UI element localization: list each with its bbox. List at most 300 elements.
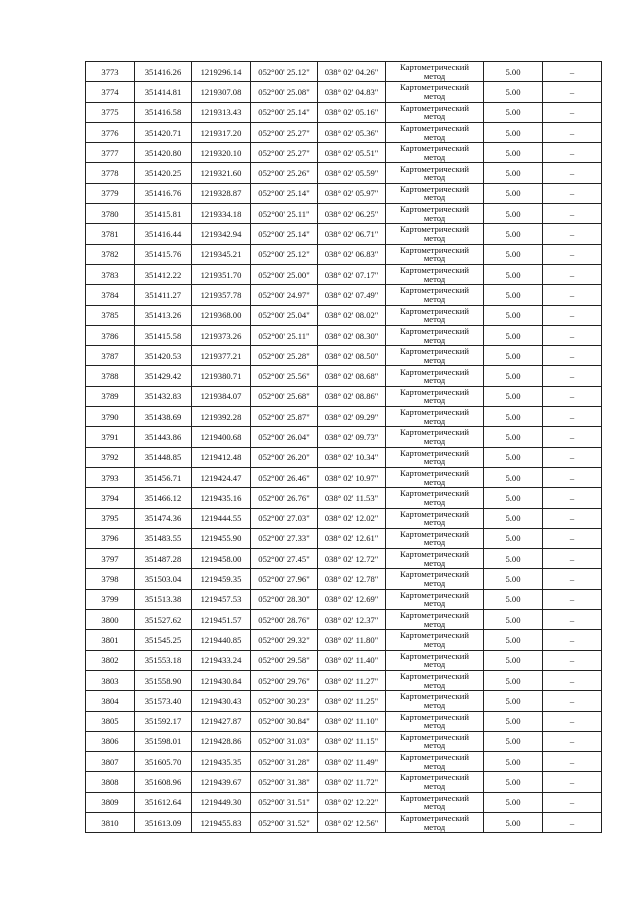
longitude-cell: 038° 02' 07.17" <box>318 264 386 284</box>
latitude-cell: 052°00' 31.28" <box>251 752 318 772</box>
latitude-cell: 052°00' 26.46" <box>251 467 318 487</box>
method-line-1: Картометрический <box>400 346 469 357</box>
point-number-cell: 3786 <box>86 325 135 345</box>
x-coordinate-cell: 351592.17 <box>135 711 192 731</box>
table-row <box>86 670 602 690</box>
method-line-1: Картометрический <box>400 813 469 824</box>
method-line-2: метод <box>423 415 446 426</box>
method-line-1: Картометрический <box>400 691 469 702</box>
point-number-cell: 3792 <box>86 447 135 467</box>
accuracy-cell: 5.00 <box>484 204 543 224</box>
method-line-1: Картометрический <box>400 427 469 438</box>
longitude-cell: 038° 02' 05.51" <box>318 143 386 163</box>
latitude-cell: 052°00' 25.08" <box>251 82 318 102</box>
method-line-1: Картометрический <box>400 772 469 783</box>
method-line-2: метод <box>423 334 446 345</box>
x-coordinate-cell: 351612.64 <box>135 792 192 812</box>
point-number-cell: 3808 <box>86 772 135 792</box>
accuracy-cell: 5.00 <box>484 447 543 467</box>
point-number-cell: 3778 <box>86 163 135 183</box>
latitude-cell: 052°00' 30.23" <box>251 691 318 711</box>
method-cell <box>386 650 484 670</box>
method-cell <box>386 792 484 812</box>
accuracy-cell: 5.00 <box>484 285 543 305</box>
x-coordinate-cell: 351474.36 <box>135 508 192 528</box>
x-coordinate-cell: 351613.09 <box>135 812 192 832</box>
longitude-cell: 038° 02' 04.26" <box>318 62 386 82</box>
x-coordinate-cell: 351413.26 <box>135 305 192 325</box>
note-cell: – <box>543 346 602 366</box>
latitude-cell: 052°00' 31.52" <box>251 812 318 832</box>
table-row <box>86 204 602 224</box>
point-number-cell: 3783 <box>86 264 135 284</box>
note-cell: – <box>543 589 602 609</box>
latitude-cell: 052°00' 25.12" <box>251 62 318 82</box>
longitude-cell: 038° 02' 12.56" <box>318 812 386 832</box>
y-coordinate-cell: 1219342.94 <box>192 224 251 244</box>
table-row <box>86 325 602 345</box>
accuracy-cell: 5.00 <box>484 325 543 345</box>
method-line-1: Картометрический <box>400 82 469 93</box>
y-coordinate-cell: 1219458.00 <box>192 549 251 569</box>
table-row <box>86 711 602 731</box>
method-line-2: метод <box>423 172 446 183</box>
note-cell: – <box>543 691 602 711</box>
x-coordinate-cell: 351448.85 <box>135 447 192 467</box>
method-line-2: метод <box>423 151 446 162</box>
method-line-2: метод <box>423 192 446 203</box>
note-cell: – <box>543 82 602 102</box>
latitude-cell: 052°00' 31.38" <box>251 772 318 792</box>
latitude-cell: 052°00' 27.03" <box>251 508 318 528</box>
point-number-cell: 3794 <box>86 488 135 508</box>
method-line-1: Картометрический <box>400 244 469 255</box>
method-line-1: Картометрический <box>400 528 469 539</box>
table-row <box>86 407 602 427</box>
accuracy-cell: 5.00 <box>484 366 543 386</box>
note-cell: – <box>543 711 602 731</box>
x-coordinate-cell: 351558.90 <box>135 670 192 690</box>
longitude-cell: 038° 02' 11.10" <box>318 711 386 731</box>
accuracy-cell: 5.00 <box>484 792 543 812</box>
latitude-cell: 052°00' 26.04" <box>251 427 318 447</box>
table-row <box>86 264 602 284</box>
longitude-cell: 038° 02' 11.72" <box>318 772 386 792</box>
point-number-cell: 3781 <box>86 224 135 244</box>
method-line-1: Картометрический <box>400 285 469 296</box>
method-line-2: метод <box>423 253 446 264</box>
point-number-cell: 3784 <box>86 285 135 305</box>
table-row <box>86 731 602 751</box>
y-coordinate-cell: 1219459.35 <box>192 569 251 589</box>
method-line-2: метод <box>423 517 446 528</box>
y-coordinate-cell: 1219451.57 <box>192 610 251 630</box>
method-line-1: Картометрический <box>400 386 469 397</box>
latitude-cell: 052°00' 28.30" <box>251 589 318 609</box>
point-number-cell: 3799 <box>86 589 135 609</box>
method-cell <box>386 204 484 224</box>
table-row <box>86 792 602 812</box>
accuracy-cell: 5.00 <box>484 670 543 690</box>
note-cell: – <box>543 752 602 772</box>
method-cell <box>386 772 484 792</box>
longitude-cell: 038° 02' 08.86" <box>318 386 386 406</box>
note-cell: – <box>543 447 602 467</box>
method-line-1: Картометрический <box>400 325 469 336</box>
y-coordinate-cell: 1219455.90 <box>192 528 251 548</box>
method-line-2: метод <box>423 557 446 568</box>
y-coordinate-cell: 1219334.18 <box>192 204 251 224</box>
y-coordinate-cell: 1219392.28 <box>192 407 251 427</box>
table-row <box>86 549 602 569</box>
table-row <box>86 102 602 122</box>
point-number-cell: 3798 <box>86 569 135 589</box>
table-row <box>86 569 602 589</box>
method-cell <box>386 427 484 447</box>
longitude-cell: 038° 02' 11.53" <box>318 488 386 508</box>
method-cell <box>386 670 484 690</box>
method-cell <box>386 305 484 325</box>
method-cell <box>386 264 484 284</box>
longitude-cell: 038° 02' 08.68" <box>318 366 386 386</box>
method-line-2: метод <box>423 578 446 589</box>
x-coordinate-cell: 351432.83 <box>135 386 192 406</box>
y-coordinate-cell: 1219430.84 <box>192 670 251 690</box>
table-row <box>86 447 602 467</box>
note-cell: – <box>543 62 602 82</box>
x-coordinate-cell: 351416.58 <box>135 102 192 122</box>
method-line-1: Картометрический <box>400 630 469 641</box>
x-coordinate-cell: 351438.69 <box>135 407 192 427</box>
method-cell <box>386 752 484 772</box>
method-line-1: Картометрический <box>400 488 469 499</box>
longitude-cell: 038° 02' 11.27" <box>318 670 386 690</box>
note-cell: – <box>543 528 602 548</box>
point-number-cell: 3791 <box>86 427 135 447</box>
latitude-cell: 052°00' 26.76" <box>251 488 318 508</box>
x-coordinate-cell: 351456.71 <box>135 467 192 487</box>
x-coordinate-cell: 351605.70 <box>135 752 192 772</box>
x-coordinate-cell: 351415.58 <box>135 325 192 345</box>
accuracy-cell: 5.00 <box>484 711 543 731</box>
longitude-cell: 038° 02' 12.72" <box>318 549 386 569</box>
accuracy-cell: 5.00 <box>484 102 543 122</box>
longitude-cell: 038° 02' 07.49" <box>318 285 386 305</box>
point-number-cell: 3795 <box>86 508 135 528</box>
point-number-cell: 3804 <box>86 691 135 711</box>
method-line-1: Картометрический <box>400 447 469 458</box>
note-cell: – <box>543 244 602 264</box>
method-cell <box>386 244 484 264</box>
y-coordinate-cell: 1219377.21 <box>192 346 251 366</box>
point-number-cell: 3797 <box>86 549 135 569</box>
x-coordinate-cell: 351415.76 <box>135 244 192 264</box>
method-line-2: метод <box>423 354 446 365</box>
latitude-cell: 052°00' 25.04" <box>251 305 318 325</box>
y-coordinate-cell: 1219427.87 <box>192 711 251 731</box>
accuracy-cell: 5.00 <box>484 630 543 650</box>
method-cell <box>386 62 484 82</box>
longitude-cell: 038° 02' 10.97" <box>318 467 386 487</box>
point-number-cell: 3807 <box>86 752 135 772</box>
note-cell: – <box>543 670 602 690</box>
accuracy-cell: 5.00 <box>484 244 543 264</box>
method-line-1: Картометрический <box>400 589 469 600</box>
point-number-cell: 3806 <box>86 731 135 751</box>
method-line-2: метод <box>423 781 446 792</box>
y-coordinate-cell: 1219457.53 <box>192 589 251 609</box>
note-cell: – <box>543 427 602 447</box>
table-row <box>86 285 602 305</box>
method-line-1: Картометрический <box>400 163 469 174</box>
method-cell <box>386 366 484 386</box>
y-coordinate-cell: 1219317.20 <box>192 122 251 142</box>
longitude-cell: 038° 02' 12.37" <box>318 610 386 630</box>
note-cell: – <box>543 731 602 751</box>
method-cell <box>386 467 484 487</box>
method-cell <box>386 407 484 427</box>
latitude-cell: 052°00' 25.14" <box>251 102 318 122</box>
note-cell: – <box>543 183 602 203</box>
y-coordinate-cell: 1219424.47 <box>192 467 251 487</box>
point-number-cell: 3788 <box>86 366 135 386</box>
accuracy-cell: 5.00 <box>484 772 543 792</box>
table-row <box>86 224 602 244</box>
accuracy-cell: 5.00 <box>484 163 543 183</box>
latitude-cell: 052°00' 25.00" <box>251 264 318 284</box>
note-cell: – <box>543 325 602 345</box>
method-cell <box>386 589 484 609</box>
method-line-1: Картометрический <box>400 610 469 621</box>
point-number-cell: 3774 <box>86 82 135 102</box>
accuracy-cell: 5.00 <box>484 488 543 508</box>
table-row <box>86 508 602 528</box>
latitude-cell: 052°00' 31.51" <box>251 792 318 812</box>
longitude-cell: 038° 02' 12.69" <box>318 589 386 609</box>
accuracy-cell: 5.00 <box>484 650 543 670</box>
note-cell: – <box>543 792 602 812</box>
x-coordinate-cell: 351420.53 <box>135 346 192 366</box>
point-number-cell: 3775 <box>86 102 135 122</box>
longitude-cell: 038° 02' 11.80" <box>318 630 386 650</box>
method-cell <box>386 610 484 630</box>
method-line-1: Картометрический <box>400 122 469 133</box>
point-number-cell: 3776 <box>86 122 135 142</box>
latitude-cell: 052°00' 26.20" <box>251 447 318 467</box>
accuracy-cell: 5.00 <box>484 691 543 711</box>
x-coordinate-cell: 351411.27 <box>135 285 192 305</box>
accuracy-cell: 5.00 <box>484 264 543 284</box>
longitude-cell: 038° 02' 05.97" <box>318 183 386 203</box>
longitude-cell: 038° 02' 11.15" <box>318 731 386 751</box>
method-line-1: Картометрический <box>400 305 469 316</box>
point-number-cell: 3787 <box>86 346 135 366</box>
point-number-cell: 3803 <box>86 670 135 690</box>
longitude-cell: 038° 02' 05.59" <box>318 163 386 183</box>
note-cell: – <box>543 366 602 386</box>
y-coordinate-cell: 1219380.71 <box>192 366 251 386</box>
longitude-cell: 038° 02' 09.73" <box>318 427 386 447</box>
method-line-2: метод <box>423 720 446 731</box>
table-row <box>86 366 602 386</box>
x-coordinate-cell: 351598.01 <box>135 731 192 751</box>
method-line-2: метод <box>423 821 446 832</box>
method-cell <box>386 224 484 244</box>
method-line-1: Картометрический <box>400 366 469 377</box>
accuracy-cell: 5.00 <box>484 386 543 406</box>
accuracy-cell: 5.00 <box>484 224 543 244</box>
y-coordinate-cell: 1219320.10 <box>192 143 251 163</box>
point-number-cell: 3809 <box>86 792 135 812</box>
y-coordinate-cell: 1219455.83 <box>192 812 251 832</box>
accuracy-cell: 5.00 <box>484 508 543 528</box>
latitude-cell: 052°00' 25.26" <box>251 163 318 183</box>
accuracy-cell: 5.00 <box>484 82 543 102</box>
table-row <box>86 528 602 548</box>
note-cell: – <box>543 407 602 427</box>
method-line-1: Картометрический <box>400 731 469 742</box>
longitude-cell: 038° 02' 09.29" <box>318 407 386 427</box>
method-line-2: метод <box>423 314 446 325</box>
method-cell <box>386 183 484 203</box>
x-coordinate-cell: 351483.55 <box>135 528 192 548</box>
method-line-1: Картометрический <box>400 224 469 235</box>
method-cell <box>386 569 484 589</box>
y-coordinate-cell: 1219449.30 <box>192 792 251 812</box>
table-row <box>86 650 602 670</box>
latitude-cell: 052°00' 25.14" <box>251 183 318 203</box>
latitude-cell: 052°00' 25.27" <box>251 122 318 142</box>
table-row <box>86 244 602 264</box>
longitude-cell: 038° 02' 04.83" <box>318 82 386 102</box>
point-number-cell: 3805 <box>86 711 135 731</box>
note-cell: – <box>543 204 602 224</box>
point-number-cell: 3801 <box>86 630 135 650</box>
y-coordinate-cell: 1219357.78 <box>192 285 251 305</box>
longitude-cell: 038° 02' 08.30" <box>318 325 386 345</box>
method-line-2: метод <box>423 476 446 487</box>
latitude-cell: 052°00' 24.97" <box>251 285 318 305</box>
x-coordinate-cell: 351416.76 <box>135 183 192 203</box>
method-line-2: метод <box>423 90 446 101</box>
note-cell: – <box>543 508 602 528</box>
latitude-cell: 052°00' 28.76" <box>251 610 318 630</box>
latitude-cell: 052°00' 29.76" <box>251 670 318 690</box>
x-coordinate-cell: 351416.44 <box>135 224 192 244</box>
method-cell <box>386 163 484 183</box>
method-line-2: метод <box>423 659 446 670</box>
latitude-cell: 052°00' 25.27" <box>251 143 318 163</box>
table-row <box>86 610 602 630</box>
longitude-cell: 038° 02' 12.78" <box>318 569 386 589</box>
note-cell: – <box>543 630 602 650</box>
point-number-cell: 3790 <box>86 407 135 427</box>
longitude-cell: 038° 02' 06.83" <box>318 244 386 264</box>
method-cell <box>386 386 484 406</box>
method-cell <box>386 143 484 163</box>
point-number-cell: 3785 <box>86 305 135 325</box>
latitude-cell: 052°00' 25.87" <box>251 407 318 427</box>
table-row <box>86 691 602 711</box>
y-coordinate-cell: 1219444.55 <box>192 508 251 528</box>
method-line-2: метод <box>423 618 446 629</box>
method-cell <box>386 325 484 345</box>
method-line-2: метод <box>423 273 446 284</box>
method-cell <box>386 528 484 548</box>
x-coordinate-cell: 351443.86 <box>135 427 192 447</box>
y-coordinate-cell: 1219435.35 <box>192 752 251 772</box>
note-cell: – <box>543 488 602 508</box>
method-line-2: метод <box>423 598 446 609</box>
note-cell: – <box>543 772 602 792</box>
x-coordinate-cell: 351503.04 <box>135 569 192 589</box>
latitude-cell: 052°00' 27.33" <box>251 528 318 548</box>
point-number-cell: 3779 <box>86 183 135 203</box>
method-line-2: метод <box>423 740 446 751</box>
y-coordinate-cell: 1219433.24 <box>192 650 251 670</box>
longitude-cell: 038° 02' 06.71" <box>318 224 386 244</box>
note-cell: – <box>543 264 602 284</box>
table-body <box>86 62 602 833</box>
method-line-2: метод <box>423 395 446 406</box>
accuracy-cell: 5.00 <box>484 467 543 487</box>
method-cell <box>386 812 484 832</box>
table-row <box>86 122 602 142</box>
method-line-1: Картометрический <box>400 265 469 276</box>
method-line-1: Картометрический <box>400 407 469 418</box>
method-line-1: Картометрический <box>400 549 469 560</box>
y-coordinate-cell: 1219368.00 <box>192 305 251 325</box>
accuracy-cell: 5.00 <box>484 346 543 366</box>
method-line-1: Картометрический <box>400 62 469 73</box>
point-number-cell: 3793 <box>86 467 135 487</box>
y-coordinate-cell: 1219307.08 <box>192 82 251 102</box>
note-cell: – <box>543 285 602 305</box>
table-row <box>86 467 602 487</box>
y-coordinate-cell: 1219440.85 <box>192 630 251 650</box>
method-line-1: Картометрический <box>400 569 469 580</box>
accuracy-cell: 5.00 <box>484 183 543 203</box>
table-row <box>86 427 602 447</box>
method-cell <box>386 122 484 142</box>
longitude-cell: 038° 02' 06.25" <box>318 204 386 224</box>
latitude-cell: 052°00' 27.96" <box>251 569 318 589</box>
note-cell: – <box>543 569 602 589</box>
method-line-1: Картометрический <box>400 102 469 113</box>
x-coordinate-cell: 351545.25 <box>135 630 192 650</box>
longitude-cell: 038° 02' 12.02" <box>318 508 386 528</box>
accuracy-cell: 5.00 <box>484 731 543 751</box>
note-cell: – <box>543 305 602 325</box>
method-line-2: метод <box>423 131 446 142</box>
method-line-2: метод <box>423 638 446 649</box>
x-coordinate-cell: 351466.12 <box>135 488 192 508</box>
table-row <box>86 589 602 609</box>
method-cell <box>386 488 484 508</box>
x-coordinate-cell: 351415.81 <box>135 204 192 224</box>
y-coordinate-cell: 1219412.48 <box>192 447 251 467</box>
table-row <box>86 772 602 792</box>
method-cell <box>386 630 484 650</box>
x-coordinate-cell: 351487.28 <box>135 549 192 569</box>
x-coordinate-cell: 351429.42 <box>135 366 192 386</box>
point-number-cell: 3802 <box>86 650 135 670</box>
y-coordinate-cell: 1219321.60 <box>192 163 251 183</box>
x-coordinate-cell: 351608.96 <box>135 772 192 792</box>
method-line-2: метод <box>423 679 446 690</box>
latitude-cell: 052°00' 25.28" <box>251 346 318 366</box>
longitude-cell: 038° 02' 05.16" <box>318 102 386 122</box>
